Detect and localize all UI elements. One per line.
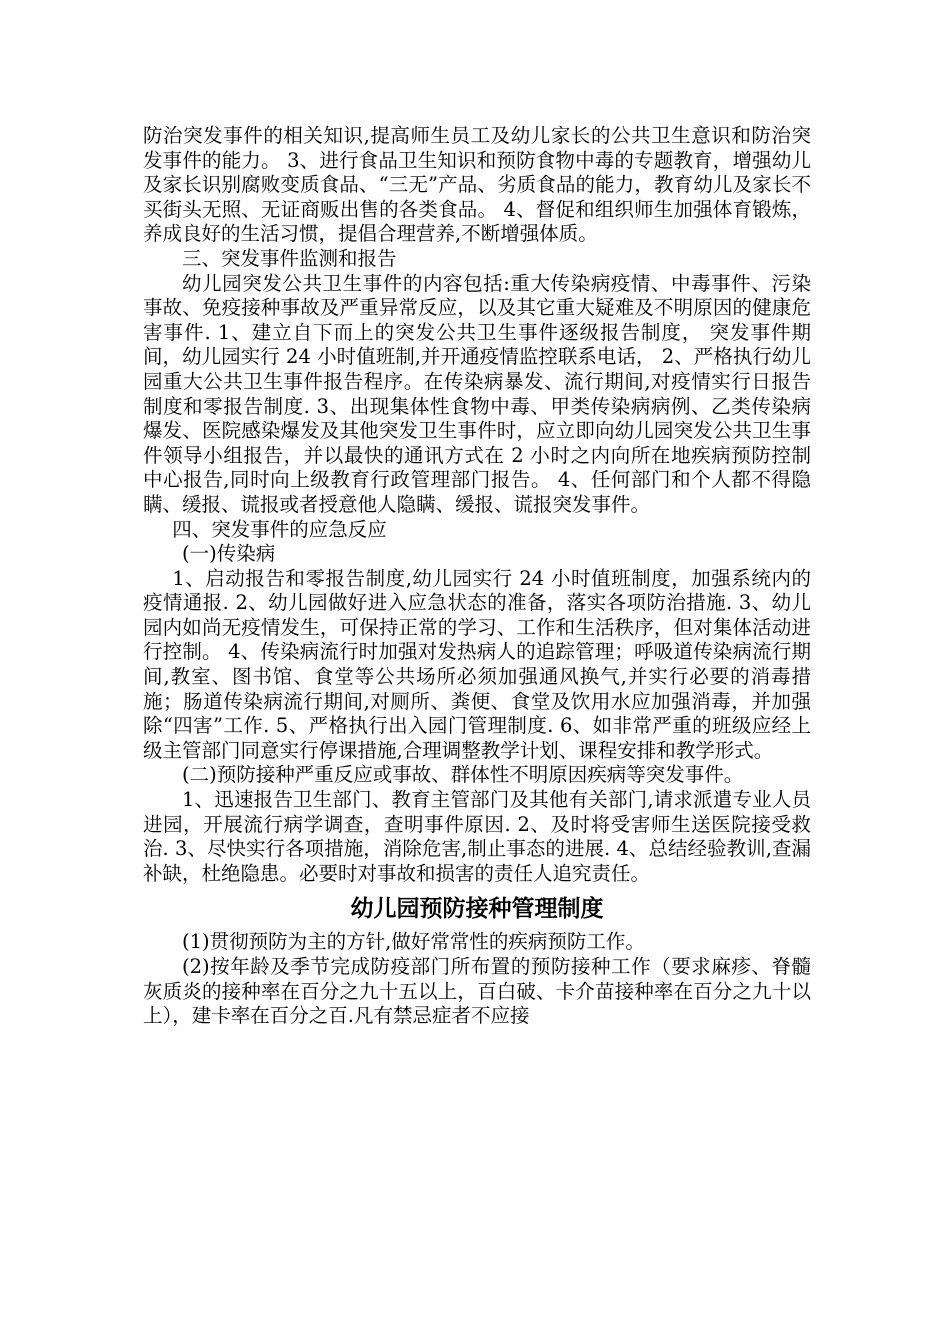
paragraph-infectious-disease: 1、启动报告和零报告制度,幼儿园实行 24 小时值班制度，加强系统内的疫情通报. 2、幼儿园做好进入应急状态的准备，落实各项防治措施. 3、幼儿园内如尚无疫情发生，可保持正常的学习、工作和生活秩序，但对集体活动进行控制。 4、传染病流行时加强对发热病人的追踪管理；呼吸道传染病流行期间,教室、图书馆、食堂等公共场所必须加强通风换气,并实行必要的消毒措施；肠道传染病流行期间,对厕所、粪便、食堂及饮用水应加强消毒，并加强除“四害”工作. 5、严格执行出入园门管理制度. 6、如非常严重的班级应经上级主管部门同意实行停课措施,合理调整教学计划、课程安排和教学形式。 — [143, 566, 811, 762]
subsection-title-infectious-disease: (一)传染病 — [182, 542, 276, 566]
paragraph-prevention-policy: (1)贯彻预防为主的方针,做好常常性的疾病预防工作。 — [182, 930, 645, 954]
section-title-emergency-response: 四、突发事件的应急反应 — [172, 517, 387, 541]
document-body — [143, 124, 811, 1029]
paragraph-vaccination-schedule: (2)按年龄及季节完成防疫部门所布置的预防接种工作（要求麻疹、脊髓灰质炎的接种率在百分之九十五以上，百白破、卡介苗接种率在百分之九十以上），建卡率在百分之百.凡有禁忌症者不应接 — [143, 955, 811, 1028]
paragraph-vaccination-incidents: 1、迅速报告卫生部门、教育主管部门及其他有关部门,请求派遣专业人员进园，开展流行病学调查，查明事件原因. 2、及时将受害师生送医院接受救治. 3、尽快实行各项措施，消除危害,制止事态的进展. 4、总结经验教训,查漏补缺，杜绝隐患。必要时对事故和损害的责任人追究责任。 — [143, 788, 811, 885]
subsection-title-vaccination-incidents: (二)预防接种严重反应或事故、群体性不明原因疾病等突发事件。 — [182, 763, 744, 787]
section-title-monitoring: 三、突发事件监测和报告 — [182, 246, 397, 270]
paragraph-health-education: 防治突发事件的相关知识,提高师生员工及幼儿家长的公共卫生意识和防治突发事件的能力。 3、进行食品卫生知识和预防食物中毒的专题教育，增强幼儿及家长识别腐败变质食品、“三无”产品、劣质食品的能力，教育幼儿及家长不买街头无照、无证商贩出售的各类食品。 4、督促和组织师生加强体育锻炼，养成良好的生活习惯，提倡合理营养,不断增强体质。 — [143, 124, 811, 246]
heading-vaccination-policy: 幼儿园预防接种管理制度 — [350, 896, 604, 923]
paragraph-monitoring: 幼儿园突发公共卫生事件的内容包括:重大传染病疫情、中毒事件、污染事故、免疫接种事故及严重异常反应，以及其它重大疑难及不明原因的健康危害事件. 1、建立自下而上的突发公共卫生事件逐级报告制度， 突发事件期间，幼儿园实行 24 小时值班制,并开通疫情监控联系电话， 2、严格执行幼儿园重大公共卫生事件报告程序。在传染病暴发、流行期间,对疫情实行日报告制度和零报告制度. 3、出现集体性食物中毒、甲类传染病病例、乙类传染病爆发、医院感染爆发及其他突发卫生事件时，应立即向幼儿园突发公共卫生事件领导小组报告，并以最快的通讯方式在 2 小时之内向所在地疾病预防控制中心报告,同时向上级教育行政管理部门报告。 4、任何部门和个人都不得隐瞒、缓报、谎报或者授意他人隐瞒、缓报、谎报突发事件。 — [143, 271, 811, 516]
